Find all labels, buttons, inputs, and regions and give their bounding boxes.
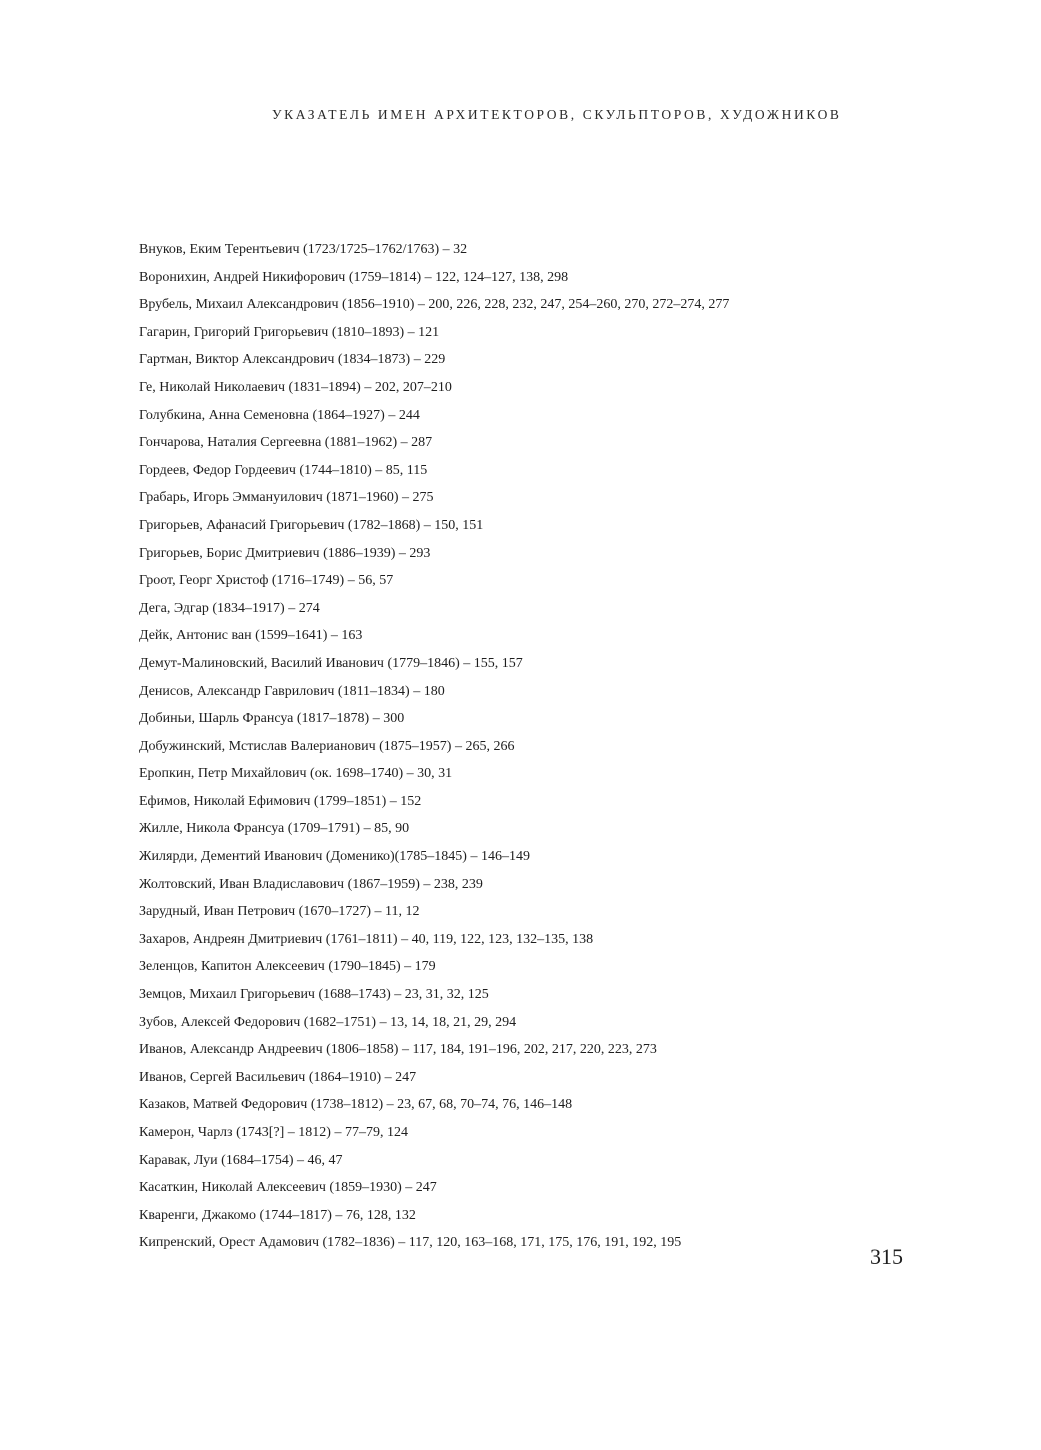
- index-entry: Земцов, Михаил Григорьевич (1688–1743) – 23, 31, 32, 125: [139, 987, 489, 1003]
- running-header: УКАЗАТЕЛЬ ИМЕН АРХИТЕКТОРОВ, СКУЛЬПТОРОВ, ХУДОЖНИКОВ: [272, 107, 842, 122]
- index-entry: Зеленцов, Капитон Алексеевич (1790–1845) – 179: [139, 959, 436, 975]
- index-entry: Жилярди, Дементий Иванович (Доменико)(1785–1845) – 146–149: [139, 849, 530, 865]
- index-entry: Голубкина, Анна Семеновна (1864–1927) – 244: [139, 407, 420, 423]
- index-entry: Внуков, Еким Терентьевич (1723/1725–1762/1763) – 32: [139, 242, 468, 257]
- index-entry: Дега, Эдгар (1834–1917) – 274: [139, 600, 320, 616]
- index-entry: Гроот, Георг Христоф (1716–1749) – 56, 57: [139, 573, 394, 589]
- index-entry: Жолтовский, Иван Владиславович (1867–1959) – 238, 239: [139, 876, 483, 892]
- index-entry: Еропкин, Петр Михайлович (ок. 1698–1740) – 30, 31: [139, 766, 453, 782]
- index-entry: Гартман, Виктор Александрович (1834–1873) – 229: [139, 352, 446, 368]
- index-entry: Кипренский, Орест Адамович (1782–1836) – 117, 120, 163–168, 171, 175, 176, 191, 192, 195: [139, 1235, 682, 1251]
- index-entry: Воронихин, Андрей Никифорович (1759–1814) – 122, 124–127, 138, 298: [139, 269, 569, 285]
- index-entry: Дейк, Антонис ван (1599–1641) – 163: [139, 628, 363, 644]
- index-entry: Камерон, Чарлз (1743[?] – 1812) – 77–79, 124: [139, 1125, 408, 1140]
- index-entry: Денисов, Александр Гаврилович (1811–1834) – 180: [139, 683, 445, 699]
- index-entry: Зубов, Алексей Федорович (1682–1751) – 13, 14, 18, 21, 29, 294: [139, 1014, 517, 1030]
- index-entry: Кваренги, Джакомо (1744–1817) – 76, 128, 132: [139, 1207, 416, 1223]
- index-entry: Жилле, Никола Франсуа (1709–1791) – 85, 90: [139, 821, 410, 837]
- index-entry: Григорьев, Борис Дмитриевич (1886–1939) – 293: [139, 545, 431, 561]
- index-entry: Григорьев, Афанасий Григорьевич (1782–1868) – 150, 151: [139, 517, 484, 533]
- index-entry: Иванов, Сергей Васильевич (1864–1910) – 247: [139, 1069, 417, 1085]
- index-entry: Гончарова, Наталия Сергеевна (1881–1962) – 287: [139, 435, 433, 451]
- index-entry: Добиньи, Шарль Франсуа (1817–1878) – 300: [139, 711, 405, 727]
- index-entry: Гагарин, Григорий Григорьевич (1810–1893) – 121: [139, 324, 440, 340]
- page-number: 315: [870, 1244, 903, 1269]
- index-entry: Каравак, Луи (1684–1754) – 46, 47: [139, 1152, 343, 1168]
- index-entry: Касаткин, Николай Алексеевич (1859–1930) – 247: [139, 1180, 437, 1196]
- name-index-list: [139, 236, 839, 1257]
- index-entry: Ге, Николай Николаевич (1831–1894) – 202, 207–210: [139, 379, 452, 395]
- index-entry: Зарудный, Иван Петрович (1670–1727) – 11, 12: [139, 904, 420, 920]
- index-entry: Казаков, Матвей Федорович (1738–1812) – 23, 67, 68, 70–74, 76, 146–148: [139, 1097, 573, 1113]
- index-entry: Гордеев, Федор Гордеевич (1744–1810) – 85, 115: [139, 462, 428, 478]
- index-entry: Грабарь, Игорь Эммануилович (1871–1960) – 275: [139, 490, 434, 506]
- index-entry: Демут-Малиновский, Василий Иванович (1779–1846) – 155, 157: [139, 655, 523, 671]
- index-entry: Врубель, Михаил Александрович (1856–1910) – 200, 226, 228, 232, 247, 254–260, 270, 272–274, 277: [139, 297, 730, 313]
- index-entry: Захаров, Андреян Дмитриевич (1761–1811) – 40, 119, 122, 123, 132–135, 138: [139, 931, 594, 947]
- index-entry: Ефимов, Николай Ефимович (1799–1851) – 152: [139, 793, 422, 809]
- index-entry: Добужинский, Мстислав Валерианович (1875–1957) – 265, 266: [139, 738, 515, 754]
- index-entry: Иванов, Александр Андреевич (1806–1858) – 117, 184, 191–196, 202, 217, 220, 223, 273: [139, 1042, 657, 1058]
